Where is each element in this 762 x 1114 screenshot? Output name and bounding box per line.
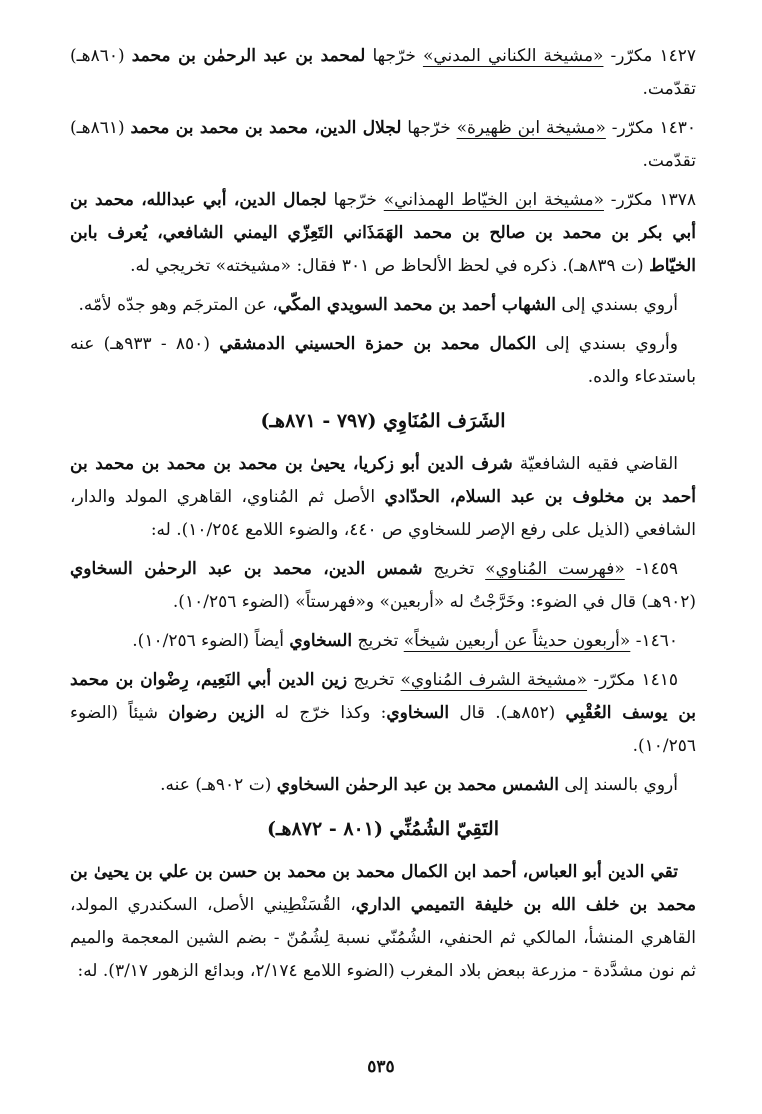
chain-paragraph — [70, 289, 696, 322]
entry-number: ١٤٢٧ مكرّر- — [603, 46, 696, 66]
entry-text: (٨٦٠هـ) تقدّمت. — [70, 46, 696, 99]
entry-number: ١٣٧٨ مكرّر- — [603, 190, 696, 210]
bio-text: الأصل ثم المُناوي، القاهري المولد والدار، الشافعي (الذيل على رفع الإصر للسخاوي ص ٤٤٠، والضوء اللامع ١٠/٢٥٤). له: — [70, 487, 696, 540]
biography-paragraph — [70, 448, 696, 547]
chain-text: (٨٥٠ - ٩٣٣هـ) عنه باستدعاء والده. — [70, 334, 696, 387]
entry-text: (٨٦١هـ) تقدّمت. — [70, 118, 696, 171]
section-heading: التَقِيّ الشُمُنِّي (٨٠١ - ٨٧٢هـ) — [267, 818, 499, 840]
entry-text: (٩٠٢هـ) قال في الضوء: وخَرَّجْتُ له «أربعين» و«فهرستاً» (الضوء ١٠/٢٥٦). — [172, 592, 696, 612]
entry-1427 — [70, 40, 696, 106]
person-name: تقي الدين أبو العباس، أحمد ابن الكمال محمد بن محمد بن حسن بن علي بن يحيىٰ بن محمد بن خلف الله بن خليفة التميمي الداري — [70, 862, 696, 915]
entry-1415 — [70, 664, 696, 763]
work-title: «مشيخة الكناني المدني» — [422, 46, 604, 66]
entry-text: : وكذا خرّج له — [264, 703, 387, 723]
entry-text: خرّجها — [365, 46, 423, 66]
person-name: الشمس محمد بن عبد الرحمٰن السخاوي — [276, 775, 559, 795]
bio-text: القاضي فقيه الشافعيّة — [512, 454, 678, 474]
entry-1460 — [70, 625, 696, 658]
person-name: شرف الدين أبو زكريا، يحيىٰ بن محمد بن محمد بن محمد بن أحمد بن مخلوف بن عبد السلام، الحدّادي — [70, 454, 696, 507]
entry-text: (٨٥٢هـ). قال — [449, 703, 566, 723]
chain-text: أروي بالسند إلى — [558, 775, 678, 795]
chain-text: أروي بسندي إلى — [556, 295, 678, 315]
chain-text: (ت ٩٠٢هـ) عنه. — [160, 775, 277, 795]
entry-text: تخريج — [347, 670, 401, 690]
entry-text: أيضاً (الضوء ١٠/٢٥٦). — [132, 631, 290, 651]
work-title: «مشيخة ابن ظهيرة» — [456, 118, 606, 138]
entry-text: تخريج — [352, 631, 404, 651]
person-name: الكمال محمد بن حمزة الحسيني الدمشقي — [219, 334, 537, 354]
chain-text: وأروي بسندي إلى — [536, 334, 678, 354]
work-title: «مشيخة ابن الخيّاط الهمذاني» — [383, 190, 604, 210]
entry-1378 — [70, 184, 696, 283]
person-name: الزين رضوان — [168, 703, 265, 723]
entry-text: خرّجها — [401, 118, 457, 138]
bio-text: ، القُسَنْطِيني الأصل، السكندري المولد، القاهري المنشأ، المالكي ثم الحنفي، الشُمُنّي نسبة لِشُمُنّ - بضم الشين المعجمة والميم ثم نون مشدَّدة - مزرعة ببعض بلاد المغرب (الضوء اللامع ٢/١٧٤، وبدائع الزهور ٣/١٧). له: — [70, 895, 696, 981]
section-heading: الشَرَف المُنَاوِي (٧٩٧ - ٨٧١هـ) — [260, 410, 506, 432]
person-name: الشهاب أحمد بن محمد السويدي المكّي — [277, 295, 556, 315]
entry-number: ١٤٦٠- — [630, 631, 678, 651]
work-title: «فهرست المُناوي» — [485, 559, 625, 579]
person-name: لجمال الدين، أبي عبدالله، محمد بن أبي بكر بن محمد بن صالح بن محمد الهَمَذَاني التَعِزّي اليمني الشافعي، يُعرف بابن الخيّاط — [70, 190, 696, 276]
chain-paragraph — [70, 328, 696, 394]
page-number: ٥٣٥ — [367, 1057, 395, 1077]
person-name: لجلال الدين، محمد بن محمد بن محمد — [130, 118, 402, 138]
entry-text: (ت ٨٣٩هـ). ذكره في لحظ الألحاظ ص ٣٠١ فقال: «مشيخته» تخريجي له. — [130, 256, 650, 276]
entry-1430 — [70, 112, 696, 178]
entry-number: ١٤٥٩- — [624, 559, 678, 579]
work-title: «أربعون حديثاً عن أربعين شيخاً» — [403, 631, 631, 651]
work-title: «مشيخة الشرف المُناوي» — [400, 670, 588, 690]
person-name: السخاوي — [289, 631, 353, 651]
chain-text: ، عن المترجَم وهو جدّه لأمّه. — [78, 295, 278, 315]
chain-paragraph — [70, 769, 696, 802]
entry-text: شيئاً (الضوء ١٠/٢٥٦). — [70, 703, 696, 756]
entry-text: خرّجها — [326, 190, 384, 210]
entry-number: ١٤٣٠ مكرّر- — [605, 118, 696, 138]
person-name: زين الدين أبي النَعِيم، رِضْوان بن محمد بن يوسف العُقْبِي — [70, 670, 697, 723]
person-name: السخاوي — [386, 703, 450, 723]
person-name: شمس الدين، محمد بن عبد الرحمٰن السخاوي — [70, 559, 423, 579]
biography-paragraph — [70, 856, 696, 988]
person-name: لمحمد بن عبد الرحمٰن بن محمد — [131, 46, 366, 66]
entry-text: تخريج — [422, 559, 486, 579]
entry-number: ١٤١٥ مكرّر- — [587, 670, 678, 690]
entry-1459 — [70, 553, 696, 619]
